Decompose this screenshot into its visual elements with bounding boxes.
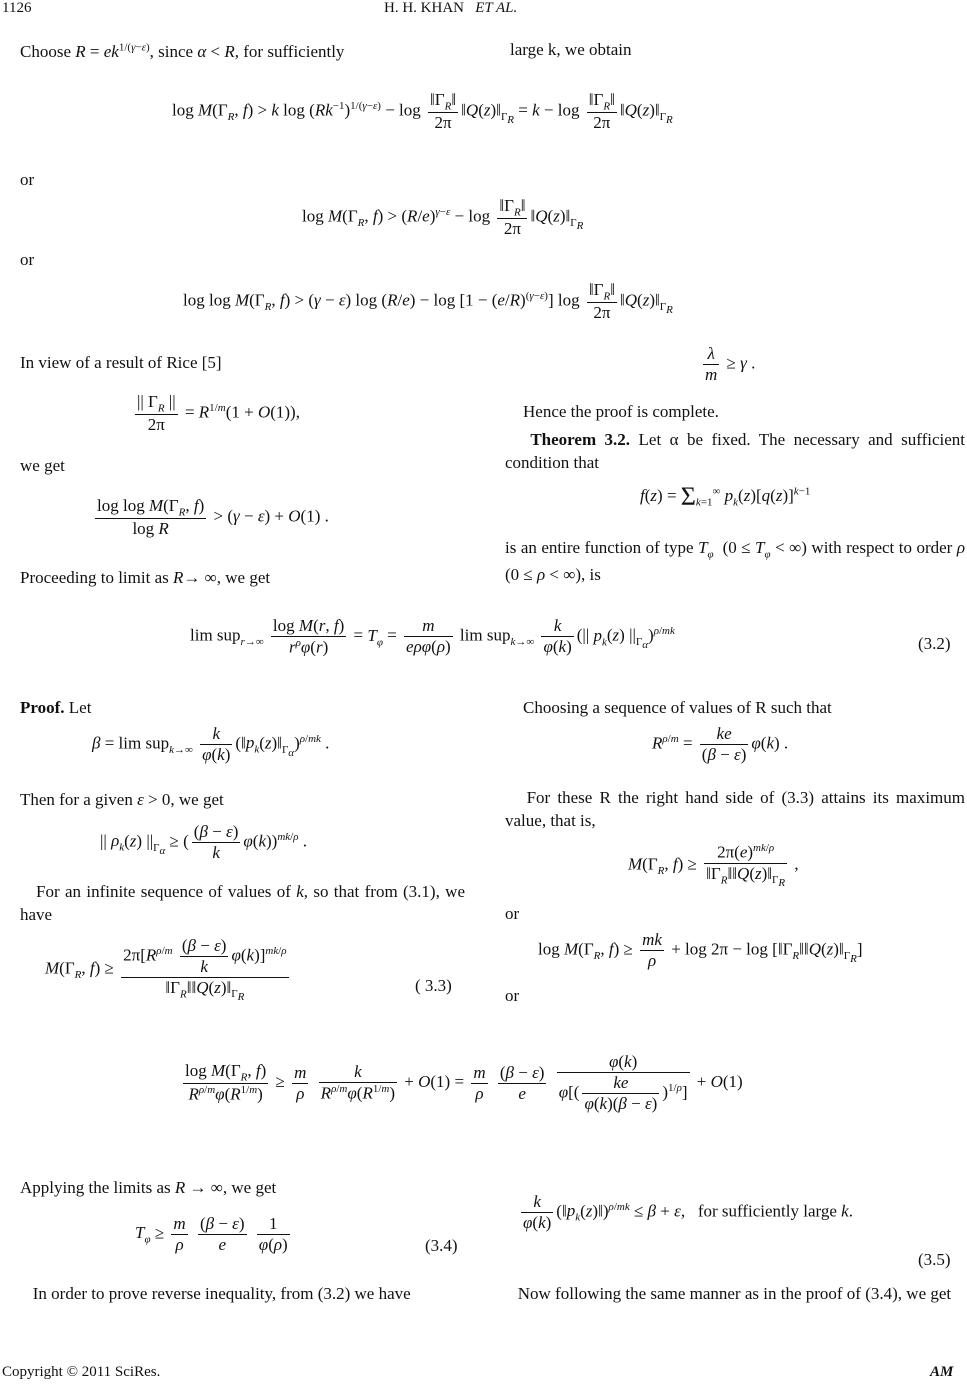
equation-3-5: $\frac{k}{\varphi(k)}$ $(‖p_k(z)‖)^{\rho/mk} \le \beta + \varepsilon$, for sufficiently large k. xyxy=(523,1192,853,1232)
proof-text: Proof. Let xyxy=(20,698,92,717)
now-text: Now following the same manner as in the proof of (3.4), we get xyxy=(517,1284,952,1303)
or-1: or xyxy=(20,170,35,189)
equation-beta: β = lim sup$_{k\to\infty}$ $\frac{k}{\varphi(k)}$ $(‖p_k(z)‖_{\Gamma_\alpha})^{\rho/mk}$ . xyxy=(92,724,330,764)
or-4: or xyxy=(505,986,520,1005)
entire-text: is an entire function of type $T_\varphi$ ($0 \le T_\varphi$ < ∞) with respect to order ρ (0 ≤ ρ < ∞), is xyxy=(505,538,965,584)
equation-m-max: $M(\Gamma_R$, f) ≥ $\frac{2\pi(e)^{mk/\rho}}{‖\Gamma_R‖‖Q(z)‖_{\Gamma_R}}$ , xyxy=(628,842,799,890)
equation-3-2: lim sup$_{r\to\infty}$ $\frac{\text{log M(r, f)}}{r^\rho\varphi(r)}$ = $T_\varphi$ = $\frac{m}{\text{eρφ(ρ)}}$ lim sup$_{k\to\infty}$ $\frac{k}{\varphi(k)}$ (|| $p_k(z)$ $||_{\Gamma_\alpha})^{\rho/mk}$ xyxy=(190,616,675,657)
hence-text: Hence the proof is complete. xyxy=(523,402,719,421)
equation-log-m-1: $\log M(\Gamma_R$, f) > k $\log (Rk^{-1})^{1/(\gamma-\varepsilon)} - \log$ $\frac{‖\Gamma_R‖}{2\pi}$ $‖Q(z)‖_{\Gamma_R} = k - \log$ $\frac{‖\Gamma_R‖}{2\pi}$ $‖Q(z)‖_{\Gamma_R}$ xyxy=(172,90,673,133)
copyright: Copyright © 2011 SciRes. xyxy=(2,1364,161,1380)
order-text: In order to prove reverse inequality, from (3.2) we have xyxy=(32,1284,411,1303)
equation-3-3: $M(\Gamma_R$, f) ≥ $2\pi[R^{\rho/m}$ $\frac{(\beta - \varepsilon)}{k}$ φ(k)]$^{mk/\rho}$ $‖\Gamma_R‖‖Q(z)‖_{\Gamma_R}$ xyxy=(45,936,287,1004)
equation-pk-bound: || $\rho_k(z) ||_{\Gamma_\alpha}$ ≥ ( $\frac{(\beta - \varepsilon)}{k}$ φ(k))$^{mk/\rho}$ . xyxy=(100,822,308,862)
applying-text: Applying the limits as R → ∞, we get xyxy=(20,1178,277,1197)
infinite-text: For an infinite sequence of values of k, so that from (3.1), we have xyxy=(20,882,465,925)
equation-log-m-ge: $\log M(\Gamma_R$, f) ≥ $\frac{mk}{\rho}$ + $\log 2\pi - \log [‖\Gamma_R‖‖Q(z)‖_{\Gamma_R}]$ xyxy=(538,930,863,970)
choosing-text: Choosing a sequence of values of R such that xyxy=(523,698,832,717)
we-get-text: we get xyxy=(20,456,65,475)
left-para-choose: Choose $R = ek^{1/(\gamma-\varepsilon)}$, since α < R, for sufficiently xyxy=(20,41,345,61)
equation-log-m-ratio: $\frac{\log M(\Gamma_R, f)}{R^{\rho/m}\varphi(R^{1/m})}$ ≥ $\frac{m}{\rho}$ $\frac{k}{R^{\rho/m}\varphi(R^{1/m})}$ + O(1) = $\frac{m}{\rho}$ $\frac{(\beta - \varepsilon)}{e}$ φ(k) φ[( $\frac{ke}{\varphi(k)(\beta - \varepsilon)}$ )$^{1/\rho}$] + O(1) xyxy=(185,1052,743,1113)
running-title: H. H. KHAN ET AL. xyxy=(384,0,518,16)
theorem-3-2: Theorem 3.2. Let α be fixed. The necessary and sufficient condition that xyxy=(505,430,966,473)
equation-3-4: $T_\varphi$ ≥ $\frac{m}{\rho}$ $\frac{(\beta - \varepsilon)}{e}$ $\frac{1}{\varphi(\rho)}$ xyxy=(135,1214,288,1254)
right-para-large-k: large k, we obtain xyxy=(510,40,632,59)
then-text: Then for a given ε > 0, we get xyxy=(20,790,224,809)
eq-number-3-4: (3.4) xyxy=(425,1236,458,1255)
page-number: 1126 xyxy=(2,0,32,16)
proceeding-text: Proceeding to limit as R→ ∞, we get xyxy=(20,568,271,587)
equation-loglog-m: $\log \log M(\Gamma_R$, f) > (γ − ε) $\log (R/e) - \log [1 - (e/R)^{(\gamma-\varepsilon)}]$ log $\frac{‖\Gamma_R‖}{2\pi}$ $‖Q(z)‖_{\Gamma_R}$ xyxy=(183,280,673,323)
rice-text: In view of a result of Rice [5] xyxy=(20,353,222,372)
equation-log-m-2: $\log M(\Gamma_R$, $f) > (R/e)^{\gamma-\varepsilon} - \log$ $\frac{‖\Gamma_R‖}{2\pi}$ $‖Q(z)‖_{\Gamma_R}$ xyxy=(302,196,584,239)
eq-number-3-5: (3.5) xyxy=(918,1250,951,1269)
eq-number-3-2: (3.2) xyxy=(918,634,951,653)
equation-rice: $\frac{|| \Gamma_R ||}{2\pi}$ = $R^{1/m}(1 + O(1))$, xyxy=(137,392,300,435)
equation-loglog-ratio: $\frac{\log \log M(\Gamma_R, f)}{\text{log R}}$ > (γ − ε) + O(1) . xyxy=(97,496,329,539)
equation-lambda-over-m: $\frac{\lambda}{m}$ ≥ γ . xyxy=(705,344,756,384)
equation-r-choice: $R^{\rho/m}$ = $\frac{ke}{(\beta - \varepsilon)}$ φ(k) . xyxy=(652,724,789,764)
eq-number-3-3: ( 3.3) xyxy=(415,976,452,995)
or-2: or xyxy=(20,250,35,269)
for-these-text: For these R the right hand side of (3.3) attains its maximum value, that is, xyxy=(505,788,965,831)
equation-f-sum: $f(z) = \Sigma_{k=1}^\infty$ $p_k(z)[q(z)]^{k-1}$ xyxy=(640,482,811,511)
or-3: or xyxy=(505,904,520,923)
journal-abbrev: AM xyxy=(930,1364,954,1380)
